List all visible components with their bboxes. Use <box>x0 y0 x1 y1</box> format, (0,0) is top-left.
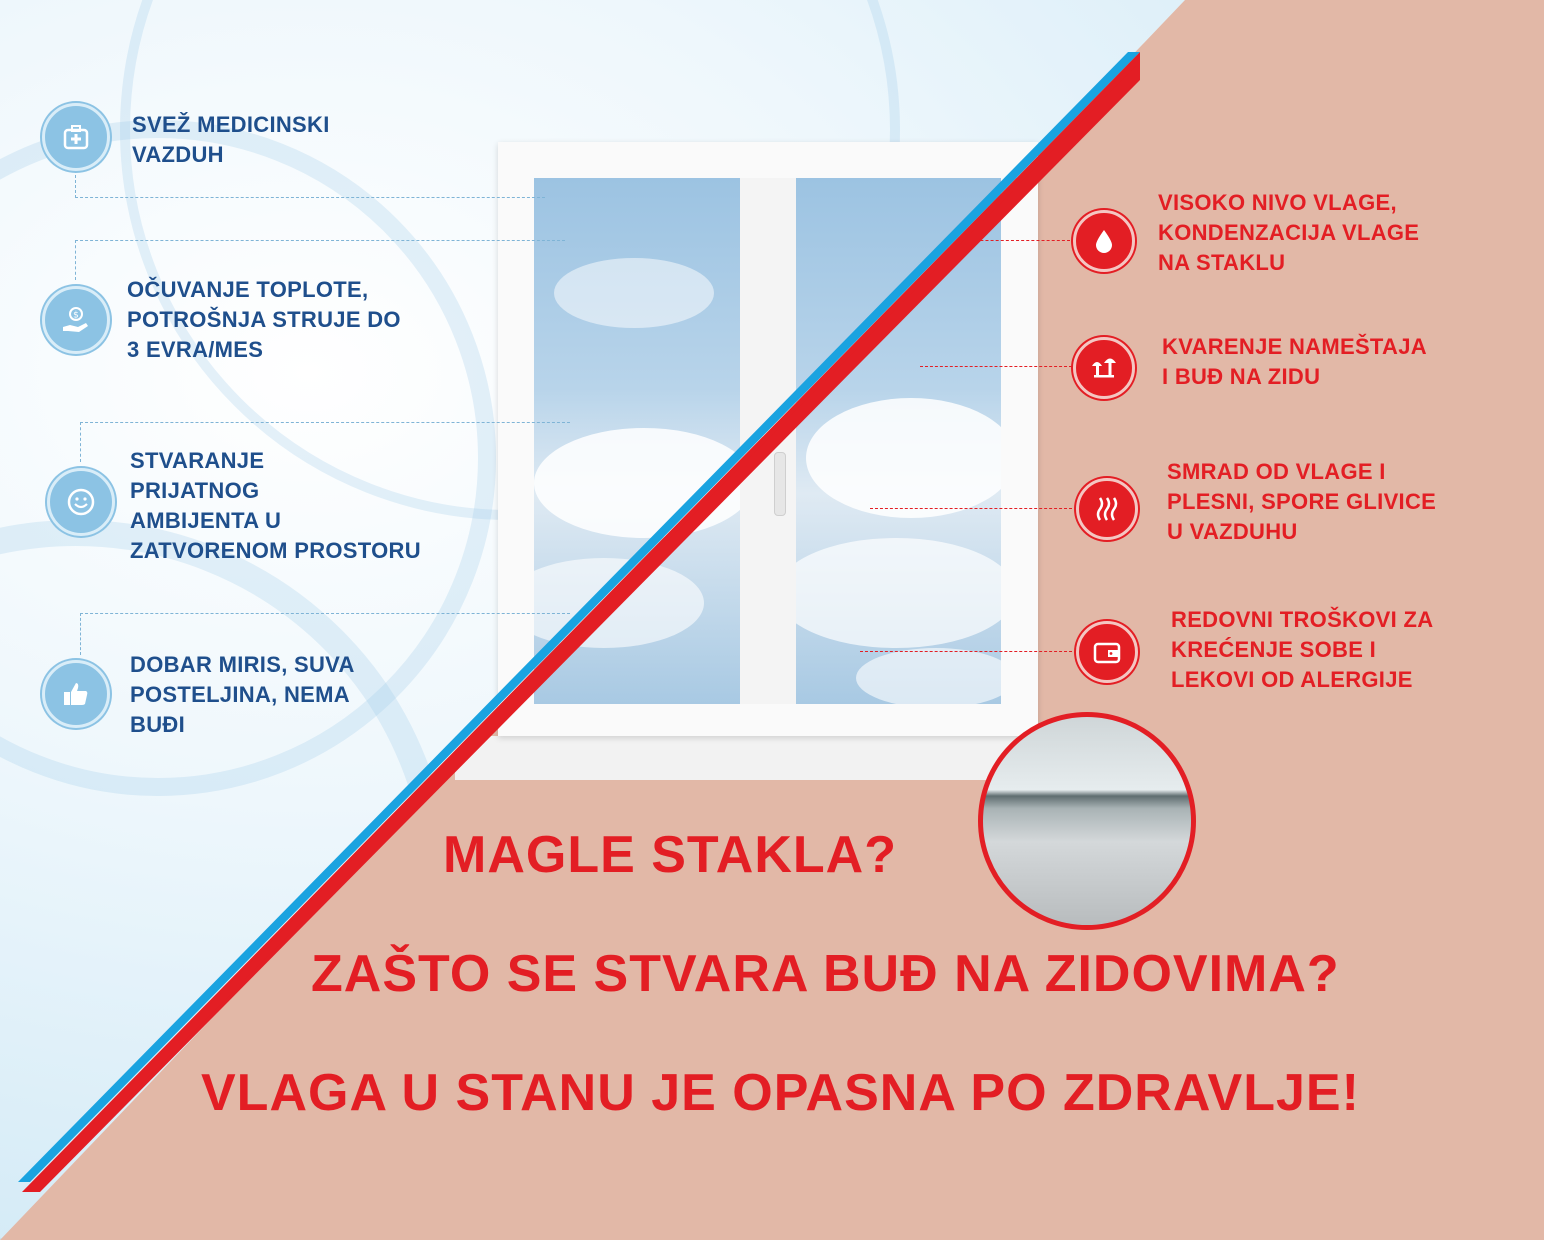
headline-humidity-danger: VLAGA U STANU JE OPASNA PO ZDRAVLJE! <box>201 1064 1360 1122</box>
connector-line <box>80 422 81 462</box>
feature-text-good-smell: DOBAR MIRIS, SUVA POSTELJINA, NEMA BUĐI <box>130 652 355 737</box>
connector-line <box>80 422 570 423</box>
feature-text-pleasant-ambient: STVARANJE PRIJATNOG AMBIJENTA U ZATVORENOM PROSTORU <box>130 448 421 563</box>
connector-line <box>870 508 1072 509</box>
problem-text-high-humidity: VISOKO NIVO VLAGE, KONDENZACIJA VLAGE NA STAKLU <box>1158 190 1420 275</box>
feature-text-heat-saving: OČUVANJE TOPLOTE, POTROŠNJA STRUJE DO 3 EVRA/MES <box>127 277 401 362</box>
problem-text-smell-spores: SMRAD OD VLAGE I PLESNI, SPORE GLIVICE U VAZDUHU <box>1167 459 1437 544</box>
connector-line <box>80 613 570 614</box>
problem-text-furniture-mold: KVARENJE NAMEŠTAJA I BUĐ NA ZIDU <box>1162 334 1427 389</box>
money-hand-icon <box>42 286 110 354</box>
connector-line <box>860 651 1072 652</box>
svg-text:$: $ <box>73 310 79 321</box>
odor-waves-icon <box>1076 478 1138 540</box>
connector-line <box>75 170 76 198</box>
smiley-icon <box>47 468 115 536</box>
water-drop-icon <box>1073 210 1135 272</box>
connector-line <box>75 197 545 198</box>
feature-text-fresh-air: SVEŽ MEDICINSKI VAZDUH <box>132 112 330 167</box>
connector-line <box>920 366 1072 367</box>
headline-fogged-windows: MAGLE STAKLA? <box>443 826 897 884</box>
medical-kit-icon <box>42 103 110 171</box>
connector-line <box>75 240 76 280</box>
thumbs-up-icon <box>42 660 110 728</box>
connector-line <box>960 240 1070 241</box>
connector-line <box>75 240 565 241</box>
connector-line <box>80 613 81 655</box>
mushroom-icon <box>1073 337 1135 399</box>
condensation-closeup-image <box>978 712 1196 930</box>
wallet-icon <box>1076 621 1138 683</box>
problem-text-costs: REDOVNI TROŠKOVI ZA KREĆENJE SOBE I LEKOVI OD ALERGIJE <box>1171 607 1434 692</box>
headline-why-mold: ZAŠTO SE STVARA BUĐ NA ZIDOVIMA? <box>311 945 1340 1003</box>
